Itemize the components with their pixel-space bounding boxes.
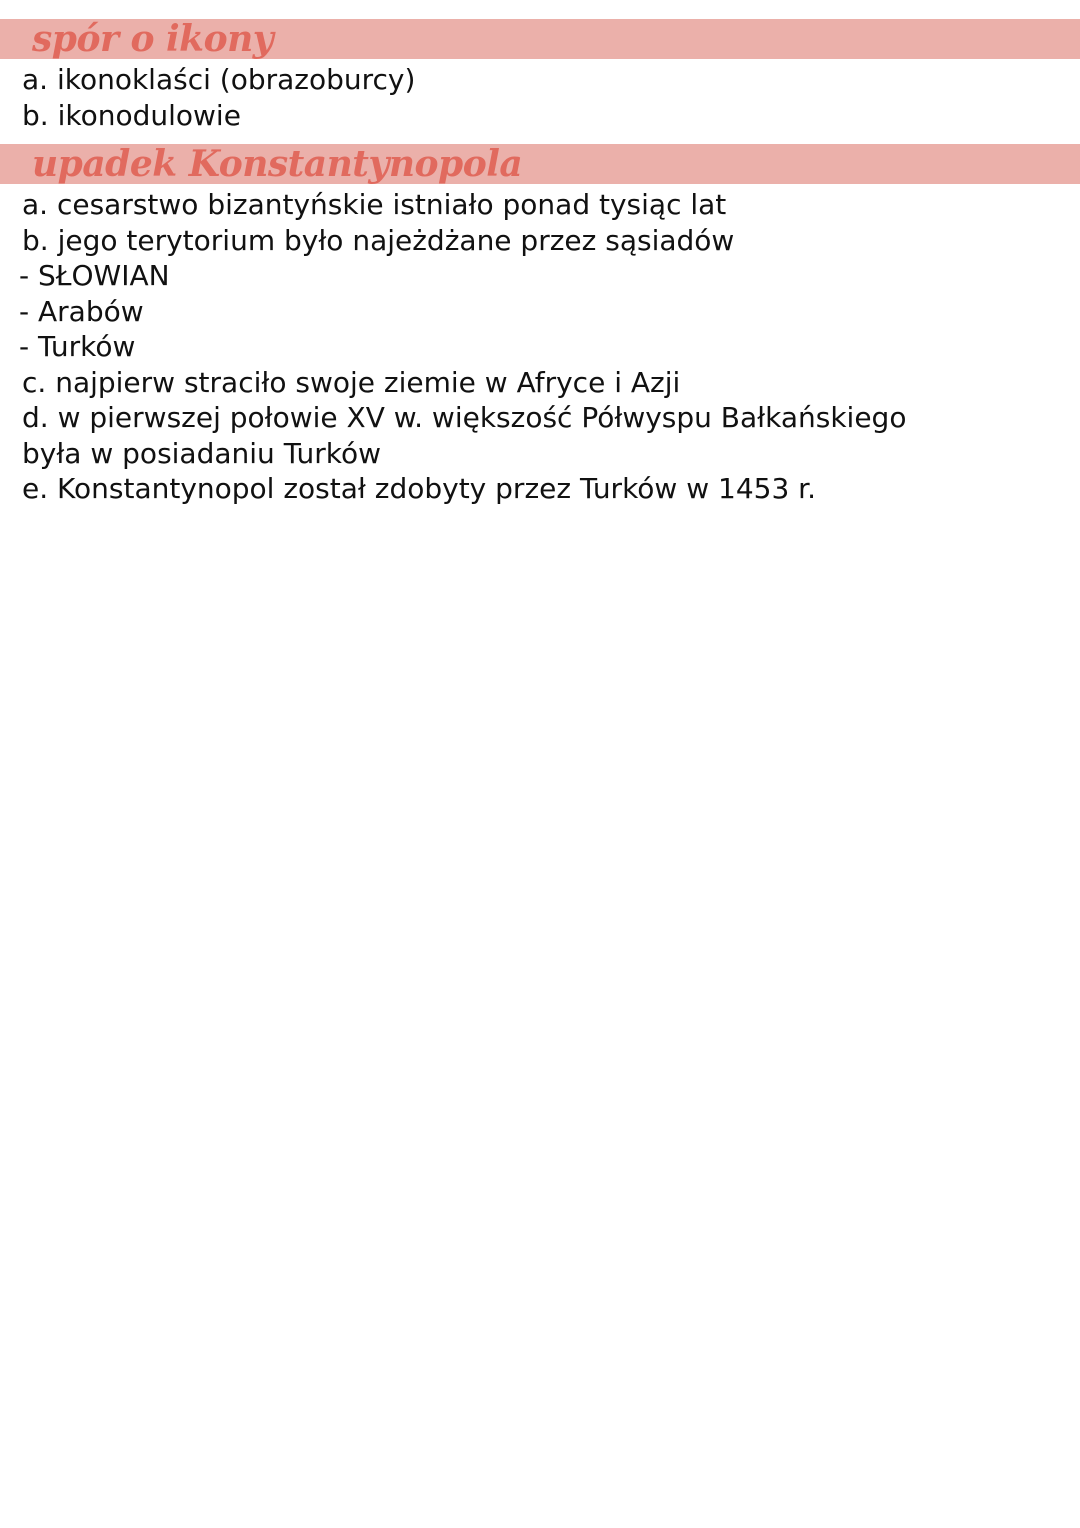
section-list [22,62,415,133]
list-item: e. Konstantynopol został zdobyty przez Turków w 1453 r. [22,472,817,505]
list-item: b. ikonodulowie [22,98,241,132]
section-header-band [0,144,1080,184]
list-item: - Turków [19,330,136,363]
section-title: spór o ikony [32,18,274,60]
list-item: była w posiadaniu Turków [22,436,382,470]
section-header-band [0,19,1080,59]
list-item: a. cesarstwo bizantyńskie istniało ponad tysiąc lat [22,188,727,221]
section-list [19,187,907,507]
list-item: d. w pierwszej połowie XV w. większość Półwyspu Bałkańskiego [22,401,907,434]
list-item: b. jego terytorium było najeżdżane przez sąsiadów [22,223,735,257]
list-item: - SŁOWIAN [19,259,170,292]
list-item: c. najpierw straciło swoje ziemie w Afryce i Azji [22,365,681,399]
section-title: upadek Konstantynopola [32,143,523,185]
list-item: - Arabów [19,294,144,328]
list-item: a. ikonoklaści (obrazoburcy) [22,63,416,96]
